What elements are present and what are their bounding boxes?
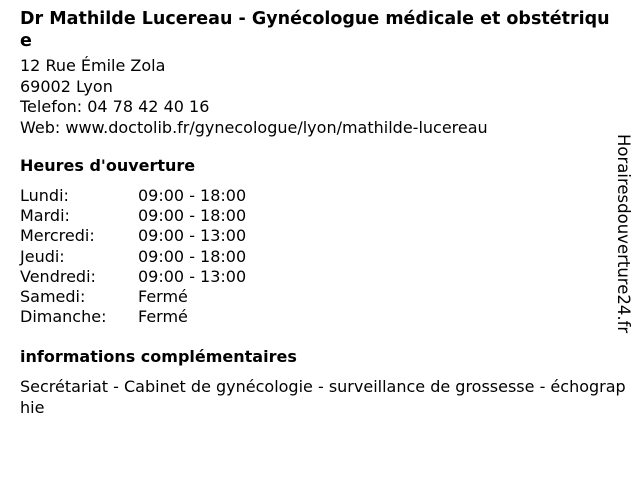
day-label: Samedi:	[20, 287, 86, 307]
website: Web: www.doctolib.fr/gynecologue/lyon/mathilde-lucereau	[20, 117, 488, 137]
hours-row-mercredi	[20, 226, 612, 246]
watermark	[612, 134, 634, 346]
hours-row-dimanche	[20, 307, 612, 327]
city-postal: 69002 Lyon	[20, 76, 113, 96]
hours-heading: Heures d'ouverture	[20, 156, 196, 175]
opening-hours-table	[20, 186, 612, 327]
day-hours: 09:00 - 18:00	[138, 206, 247, 226]
day-label: Mardi:	[20, 206, 70, 226]
day-label: Jeudi:	[20, 246, 65, 266]
day-label: Dimanche:	[20, 307, 107, 327]
phone-number: Telefon: 04 78 42 40 16	[20, 97, 210, 116]
business-title: Dr Mathilde Lucereau - Gynécologue médicale et obstétrique	[20, 9, 610, 51]
day-label: Mercredi:	[20, 226, 95, 246]
hours-row-lundi	[20, 186, 612, 206]
day-hours: 09:00 - 13:00	[138, 266, 247, 286]
day-hours: 09:00 - 18:00	[138, 246, 247, 266]
hours-row-samedi	[20, 287, 612, 307]
hours-row-vendredi	[20, 267, 612, 287]
street-address: 12 Rue Émile Zola	[20, 56, 166, 75]
watermark-text: Horairesdouverture24.fr	[614, 134, 633, 334]
address-block	[20, 56, 612, 138]
day-hours: Fermé	[138, 287, 188, 307]
day-label: Vendredi:	[20, 266, 96, 286]
info-description: Secrétariat - Cabinet de gynécologie - surveillance de grossesse - échographie	[20, 377, 626, 417]
day-label: Lundi:	[20, 186, 69, 205]
day-hours: 09:00 - 13:00	[138, 226, 247, 246]
hours-row-jeudi	[20, 247, 612, 267]
day-hours: Fermé	[138, 307, 188, 327]
info-heading: informations complémentaires	[20, 347, 297, 367]
day-hours: 09:00 - 18:00	[138, 186, 247, 205]
hours-row-mardi	[20, 206, 612, 226]
